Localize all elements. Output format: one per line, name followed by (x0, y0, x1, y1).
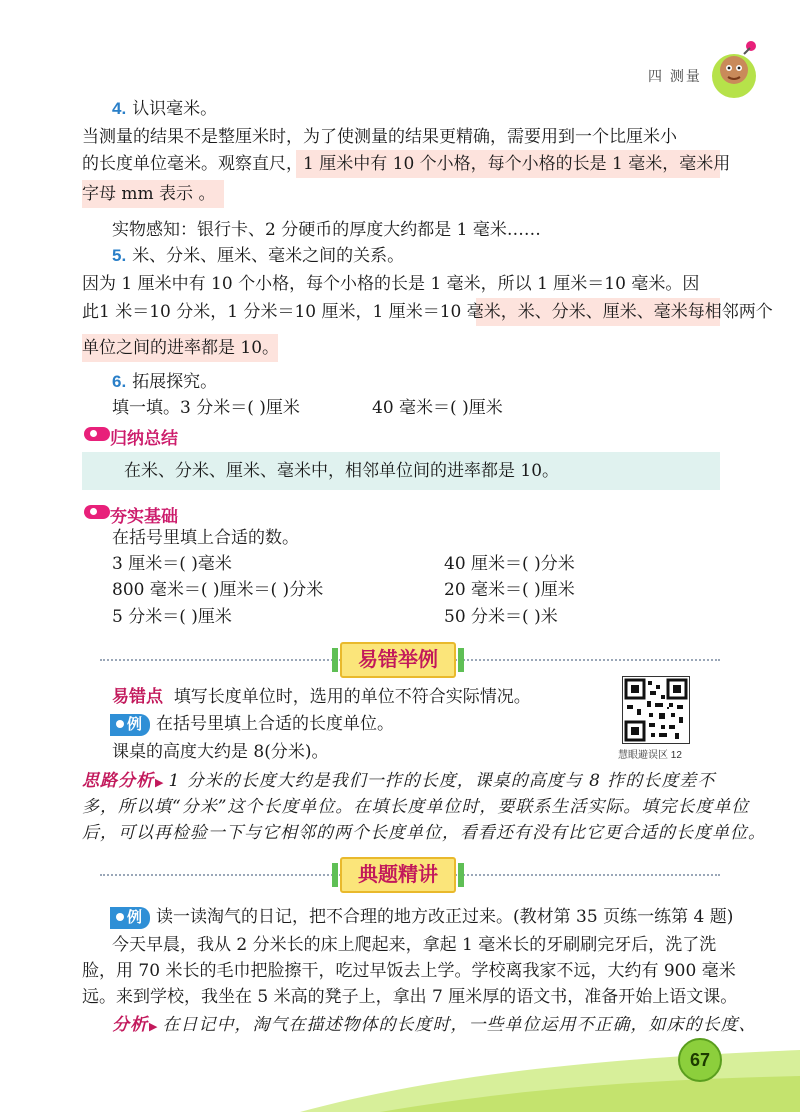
sec6-fill-1: 填一填。3 分米＝( )厘米 (112, 398, 300, 418)
diary-line1: 今天早晨，我从 2 分米长的床上爬起来，拿起 1 毫米长的牙刷刷完牙后，洗了洗 (112, 935, 717, 955)
sec4-para-line3: 字母 mm 表示 。 (82, 184, 216, 204)
qr-caption: 慧眼避误区 12 (618, 750, 682, 761)
sec5-line2: 此1 米＝10 分米，1 分米＝10 厘米，1 厘米＝10 毫米，米、分米、厘米、毫米每相邻两个 (82, 302, 773, 322)
example-tag: 例 (110, 714, 150, 736)
sec5-heading: 5. 米、分米、厘米、毫米之间的关系。 (112, 246, 405, 266)
diary-line3: 远。来到学校，我坐在 5 米高的凳子上，拿出 7 厘米厚的语文书，准备开始上语文课。 (82, 987, 738, 1007)
summary-heading: 归纳总结 (110, 429, 178, 448)
basics-row1-left: 3 厘米＝( )毫米 (112, 554, 232, 574)
basics-row2-left: 800 毫米＝( )厘米＝( )分米 (112, 580, 324, 600)
basics-row3-left: 5 分米＝( )厘米 (112, 607, 232, 627)
mistakes-section-title: 易错举例 (340, 642, 456, 678)
sec4-perception: 实物感知：银行卡、2 分硬币的厚度大约都是 1 毫米…… (112, 220, 541, 240)
sec6-fill-2: 40 毫米＝( )厘米 (372, 398, 503, 418)
typical-example: 例 读一读淘气的日记，把不合理的地方改正过来。(教材第 35 页练一练第 4 题) (110, 904, 733, 930)
sec4-para-line2: 的长度单位毫米。观察直尺，1 厘米中有 10 个小格，每个小格的长是 1 毫米，毫米用 (82, 154, 731, 174)
mistake-analysis-line3: 后，可以再检验一下与它相邻的两个长度单位，看看还有没有比它更合适的长度单位。 (82, 823, 766, 843)
qr-code[interactable] (622, 676, 690, 744)
chapter-header: 四 测量 (648, 68, 702, 84)
basics-row3-right: 50 分米＝( )米 (444, 607, 558, 627)
typical-section-title: 典题精讲 (340, 857, 456, 893)
mascot-icon (704, 36, 764, 100)
mistake-analysis-line1: 思路分析▶ 1 分米的长度大约是我们一拃的长度，课桌的高度与 8 拃的长度差不 (82, 771, 716, 791)
basics-intro: 在括号里填上合适的数。 (112, 528, 299, 548)
basics-row1-right: 40 厘米＝( )分米 (444, 554, 575, 574)
typical-analysis: 分析▶ 在日记中，淘气在描述物体的长度时，一些单位运用不正确，如床的长度、 (112, 1015, 757, 1035)
sec6-heading: 6. 拓展探究。 (112, 372, 218, 392)
diary-line2: 脸，用 70 米长的毛巾把脸擦干，吃过早饭去上学。学校离我家不远，大约有 900 毫米 (82, 961, 736, 981)
sec4-para-line1: 当测量的结果不是整厘米时，为了使测量的结果更精确，需要用到一个比厘米小 (82, 127, 677, 147)
mistake-question: 课桌的高度大约是 8(分米)。 (112, 742, 329, 762)
basics-row2-right: 20 毫米＝( )厘米 (444, 580, 575, 600)
page-number: 67 (678, 1038, 722, 1082)
sec4-heading: 4. 认识毫米。 (112, 99, 218, 119)
sec5-line3: 单位之间的进率都是 10。 (82, 338, 280, 358)
mistake-example: 例 在括号里填上合适的长度单位。 (110, 711, 394, 737)
mistake-analysis-line2: 多，所以填“分米”这个长度单位。在填长度单位时，要联系生活实际。填完长度单位 (82, 797, 750, 817)
example-tag: 例 (110, 907, 150, 929)
mistake-point: 易错点 填写长度单位时，选用的单位不符合实际情况。 (112, 687, 531, 707)
basics-heading: 夯实基础 (110, 507, 178, 526)
summary-text: 在米、分米、厘米、毫米中，相邻单位间的进率都是 10。 (124, 461, 560, 481)
sec5-line1: 因为 1 厘米中有 10 个小格，每个小格的长是 1 毫米，所以 1 厘米＝10 毫米。因 (82, 274, 700, 294)
